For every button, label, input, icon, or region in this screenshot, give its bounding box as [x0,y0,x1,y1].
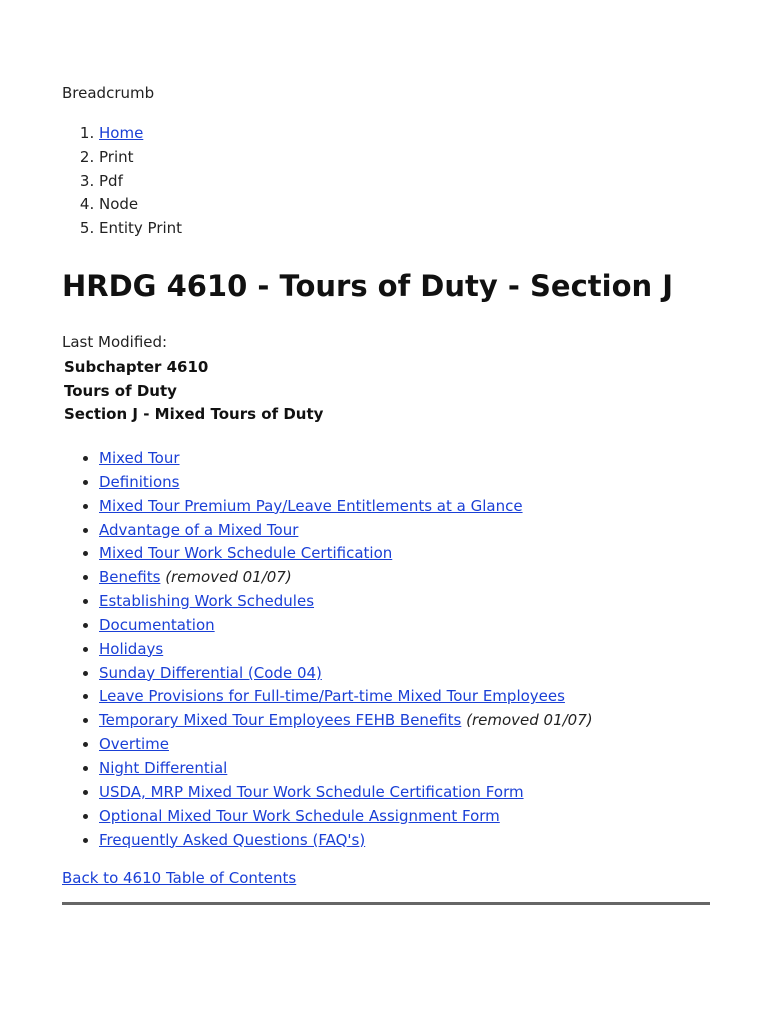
toc-link[interactable]: Frequently Asked Questions (FAQ's) [99,830,366,849]
breadcrumb [62,122,182,241]
toc-item [99,662,593,686]
toc-item [99,447,593,471]
toc-note: (removed 01/07) [165,568,292,587]
breadcrumb-link-home[interactable]: Home [99,124,144,142]
toc-link[interactable]: Documentation [99,615,215,634]
breadcrumb-item: 3. Pdf [99,170,182,194]
toc-item [99,519,593,543]
toc-link[interactable]: Definitions [99,472,180,491]
toc-item [99,805,593,829]
toc-item [99,638,593,662]
toc-link[interactable]: Mixed Tour Work Schedule Certification [99,544,393,563]
toc-link[interactable]: Optional Mixed Tour Work Schedule Assignment Form [99,806,500,825]
breadcrumb-item: 5. Entity Print [99,217,182,241]
toc-link[interactable]: Mixed Tour Premium Pay/Leave Entitlements at a Glance [99,496,523,515]
back-to-toc-link[interactable]: Back to 4610 Table of Contents [62,869,297,887]
toc-link[interactable]: Sunday Differential (Code 04) [99,663,322,682]
breadcrumb-item: 2. Print [99,146,182,170]
section-subheadings [64,356,323,427]
toc-item [99,709,593,733]
toc-note: (removed 01/07) [466,711,593,730]
toc-item [99,566,593,590]
breadcrumb-item [99,122,182,146]
toc-link[interactable]: Advantage of a Mixed Tour [99,520,299,539]
toc-item [99,471,593,495]
toc-item [99,614,593,638]
toc-item [99,495,593,519]
toc-link[interactable]: Mixed Tour [99,449,180,467]
toc-link[interactable]: Night Differential [99,758,228,777]
subheading-tours: Tours of Duty [64,381,177,400]
page-title: HRDG 4610 - Tours of Duty - Section J [62,269,674,303]
toc-item [99,781,593,805]
divider [62,902,710,905]
toc-item [99,542,593,566]
toc-item [99,685,593,709]
toc-link[interactable]: Overtime [99,735,169,754]
toc-link[interactable]: Holidays [99,639,164,658]
toc-list [62,447,593,852]
last-modified-label: Last Modified: [62,333,168,351]
toc-item [99,757,593,781]
toc-link[interactable]: USDA, MRP Mixed Tour Work Schedule Certification Form [99,782,524,801]
breadcrumb-item: 4. Node [99,193,182,217]
subheading-section: Section J - Mixed Tours of Duty [64,405,324,424]
toc-link[interactable]: Temporary Mixed Tour Employees FEHB Benefits [99,711,462,730]
toc-link[interactable]: Benefits [99,568,161,587]
toc-item [99,590,593,614]
breadcrumb-heading: Breadcrumb [62,84,155,102]
toc-item [99,829,593,853]
toc-link[interactable]: Establishing Work Schedules [99,592,315,611]
toc-link[interactable]: Leave Provisions for Full-time/Part-time Mixed Tour Employees [99,687,565,706]
toc-item [99,733,593,757]
subheading-subchapter: Subchapter 4610 [64,358,209,376]
